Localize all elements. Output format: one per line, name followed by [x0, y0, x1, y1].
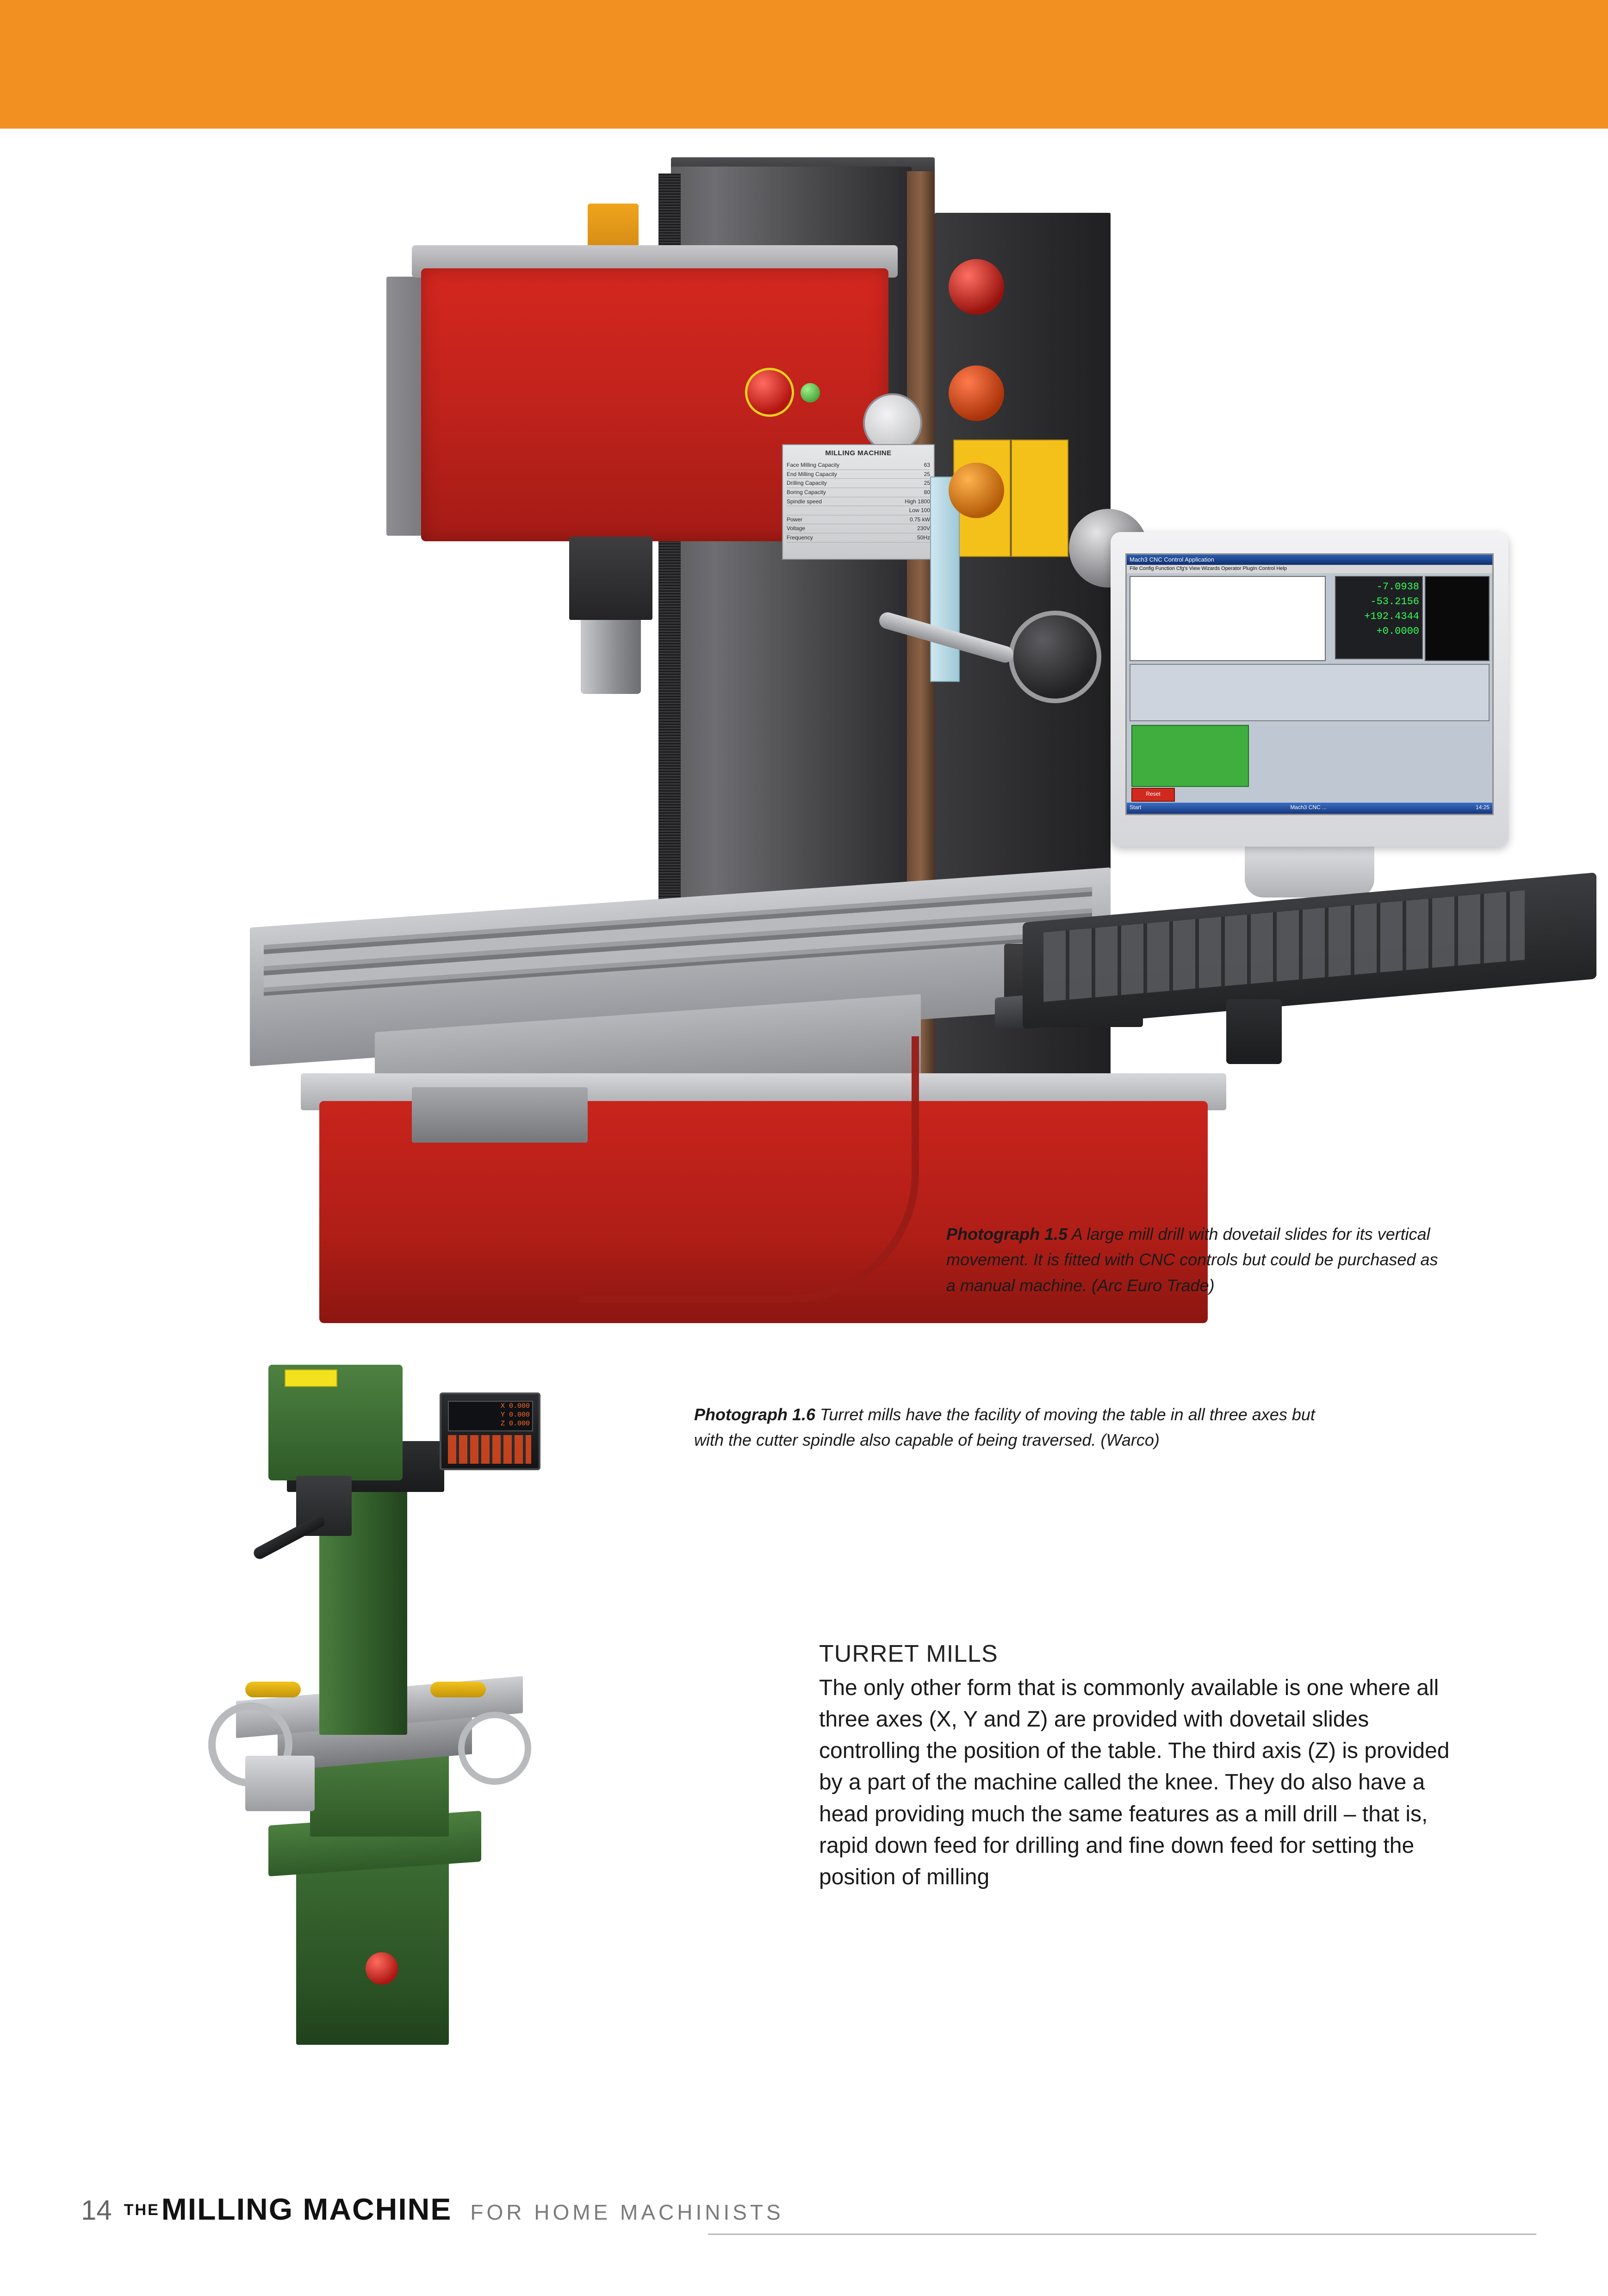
warning-label-secondary-icon	[1011, 439, 1068, 557]
spec-row	[787, 533, 930, 543]
spec-plate-title: MILLING MACHINE	[825, 449, 892, 457]
head-tilt-lever	[252, 1514, 327, 1561]
spec-value: 80	[924, 489, 930, 496]
cnc-monitor	[1111, 532, 1509, 847]
head-warning-label-icon	[285, 1369, 337, 1387]
dro-readout-x: X 0.000	[500, 1402, 530, 1410]
cycle-start-button[interactable]	[1131, 725, 1249, 787]
cnc-screen	[1125, 553, 1494, 815]
caption-photograph-1-5	[946, 1221, 1451, 1298]
emergency-stop-button	[745, 368, 794, 417]
spec-value: 230V	[917, 525, 930, 532]
spec-value: Low 100	[909, 507, 930, 514]
cnc-screen-body	[1127, 573, 1492, 814]
mounting-arm	[1226, 999, 1282, 1064]
windows-taskbar[interactable]	[1127, 803, 1492, 814]
table-end-bracket	[412, 1087, 588, 1143]
page-number: 14	[81, 2195, 112, 2226]
cable-loom	[578, 1036, 919, 1303]
dro-panel	[1335, 576, 1423, 659]
spec-row	[787, 497, 930, 507]
spec-label: Frequency	[787, 534, 813, 541]
power-feed-unit	[245, 1756, 315, 1811]
dro-readout-y: Y 0.000	[500, 1411, 530, 1419]
header-color-band	[0, 0, 1608, 129]
caption-1-6-label: Photograph 1.6	[694, 1405, 816, 1424]
caption-1-6-text: Turret mills have the facility of moving the table in all three axes but with the cutter spindle also capable of being traversed. (Warco)	[694, 1405, 1315, 1450]
control-button-cluster	[944, 259, 1013, 537]
section-heading: TURRET MILLS	[819, 1640, 998, 1667]
selector-switch-icon	[949, 463, 1004, 518]
dro-a-value: +0.0000	[1376, 625, 1419, 637]
power-indicator-lamp	[801, 383, 820, 402]
reset-button[interactable]: Reset	[1131, 788, 1175, 802]
handwheel-handle-left	[245, 1682, 301, 1697]
spec-label: Power	[787, 516, 803, 523]
control-panel-row[interactable]	[1130, 664, 1490, 721]
taskbar-task[interactable]: Mach3 CNC ...	[1290, 804, 1327, 811]
page-footer	[81, 2191, 1534, 2227]
book-subtitle: FOR HOME MACHINISTS	[470, 2200, 784, 2224]
mill-drill-head	[421, 268, 930, 541]
spec-value: 0.75 kW	[909, 516, 930, 523]
spindle-nose	[581, 620, 641, 694]
monitor-stand	[1245, 842, 1374, 897]
cnc-menu-bar: File Config Function Cfg's View Wizards Operator PlugIn Control Help	[1127, 565, 1492, 573]
gcode-list-panel[interactable]	[1130, 576, 1326, 661]
spec-row	[787, 488, 930, 497]
x-axis-handwheel-right	[458, 1712, 531, 1785]
handwheel-handle-right	[430, 1682, 486, 1697]
base-stop-button-icon	[366, 1952, 398, 1985]
turret-mill-base	[296, 1860, 449, 2045]
spec-label: Drilling Capacity	[787, 480, 827, 487]
spec-value: 63	[924, 462, 930, 469]
spec-row	[787, 461, 930, 470]
spec-row	[787, 479, 930, 488]
dro-readout-z: Z 0.000	[500, 1420, 530, 1428]
spec-row	[787, 515, 930, 525]
dro-keypad[interactable]	[448, 1435, 531, 1464]
book-title: MILLING MACHINE	[161, 2192, 452, 2226]
dro-display-screen	[448, 1401, 533, 1431]
article-column	[819, 1640, 1467, 1893]
section-paragraph: The only other form that is commonly available is one where all three axes (X, Y and Z) are provided with dovetail slides controlling the position of the table. The third axis (Z) is provided by a part of the machine called the knee. They do also have a head providing much the same features as a mill drill – that is, rapid down feed for drilling and fine down feed for setting the position of milling	[819, 1676, 1450, 1889]
manufacturer-logo	[863, 393, 922, 452]
feed-button-icon	[949, 365, 1004, 421]
caption-1-5-text: A large mill drill with dovetail slides for its vertical movement. It is fitted with CNC controls but could be purchased as a manual machine. (Arc Euro Trade)	[946, 1225, 1438, 1295]
caption-1-5-label: Photograph 1.5	[946, 1225, 1068, 1244]
dro-y-value: -53.2156	[1370, 595, 1419, 607]
dro-x-value: -7.0938	[1376, 581, 1419, 593]
spec-label: Spindle speed	[787, 498, 822, 505]
spec-row	[787, 506, 930, 515]
caption-photograph-1-6	[694, 1402, 1319, 1453]
photograph-1-6-image	[180, 1337, 680, 2054]
spec-row	[787, 524, 930, 533]
spec-label: End Milling Capacity	[787, 470, 837, 477]
photograph-1-5-image	[125, 157, 1490, 1360]
footer-divider	[708, 2234, 1536, 2235]
stop-button-icon	[949, 259, 1004, 315]
speed-selector-knob	[1009, 611, 1101, 703]
spec-value: 50Hz	[917, 534, 930, 541]
spec-row	[787, 470, 930, 479]
spindle-housing	[569, 537, 652, 620]
footer-the-label: THE	[124, 2201, 160, 2219]
spec-value: High 1800	[905, 498, 930, 505]
machine-spec-plate	[782, 444, 935, 560]
dro-z-value: +192.4344	[1364, 610, 1419, 622]
spec-value: 25	[924, 480, 930, 487]
taskbar-clock: 14:25	[1475, 804, 1490, 811]
start-button[interactable]: Start	[1130, 804, 1142, 811]
toolpath-preview	[1425, 576, 1490, 661]
dro-display-unit	[440, 1392, 540, 1470]
spec-value: 25	[924, 470, 930, 477]
spec-label: Boring Capacity	[787, 489, 826, 496]
spec-label: Face Milling Capacity	[787, 462, 840, 469]
spec-label: Voltage	[787, 525, 806, 532]
cnc-window-title: Mach3 CNC Control Application	[1127, 555, 1492, 565]
